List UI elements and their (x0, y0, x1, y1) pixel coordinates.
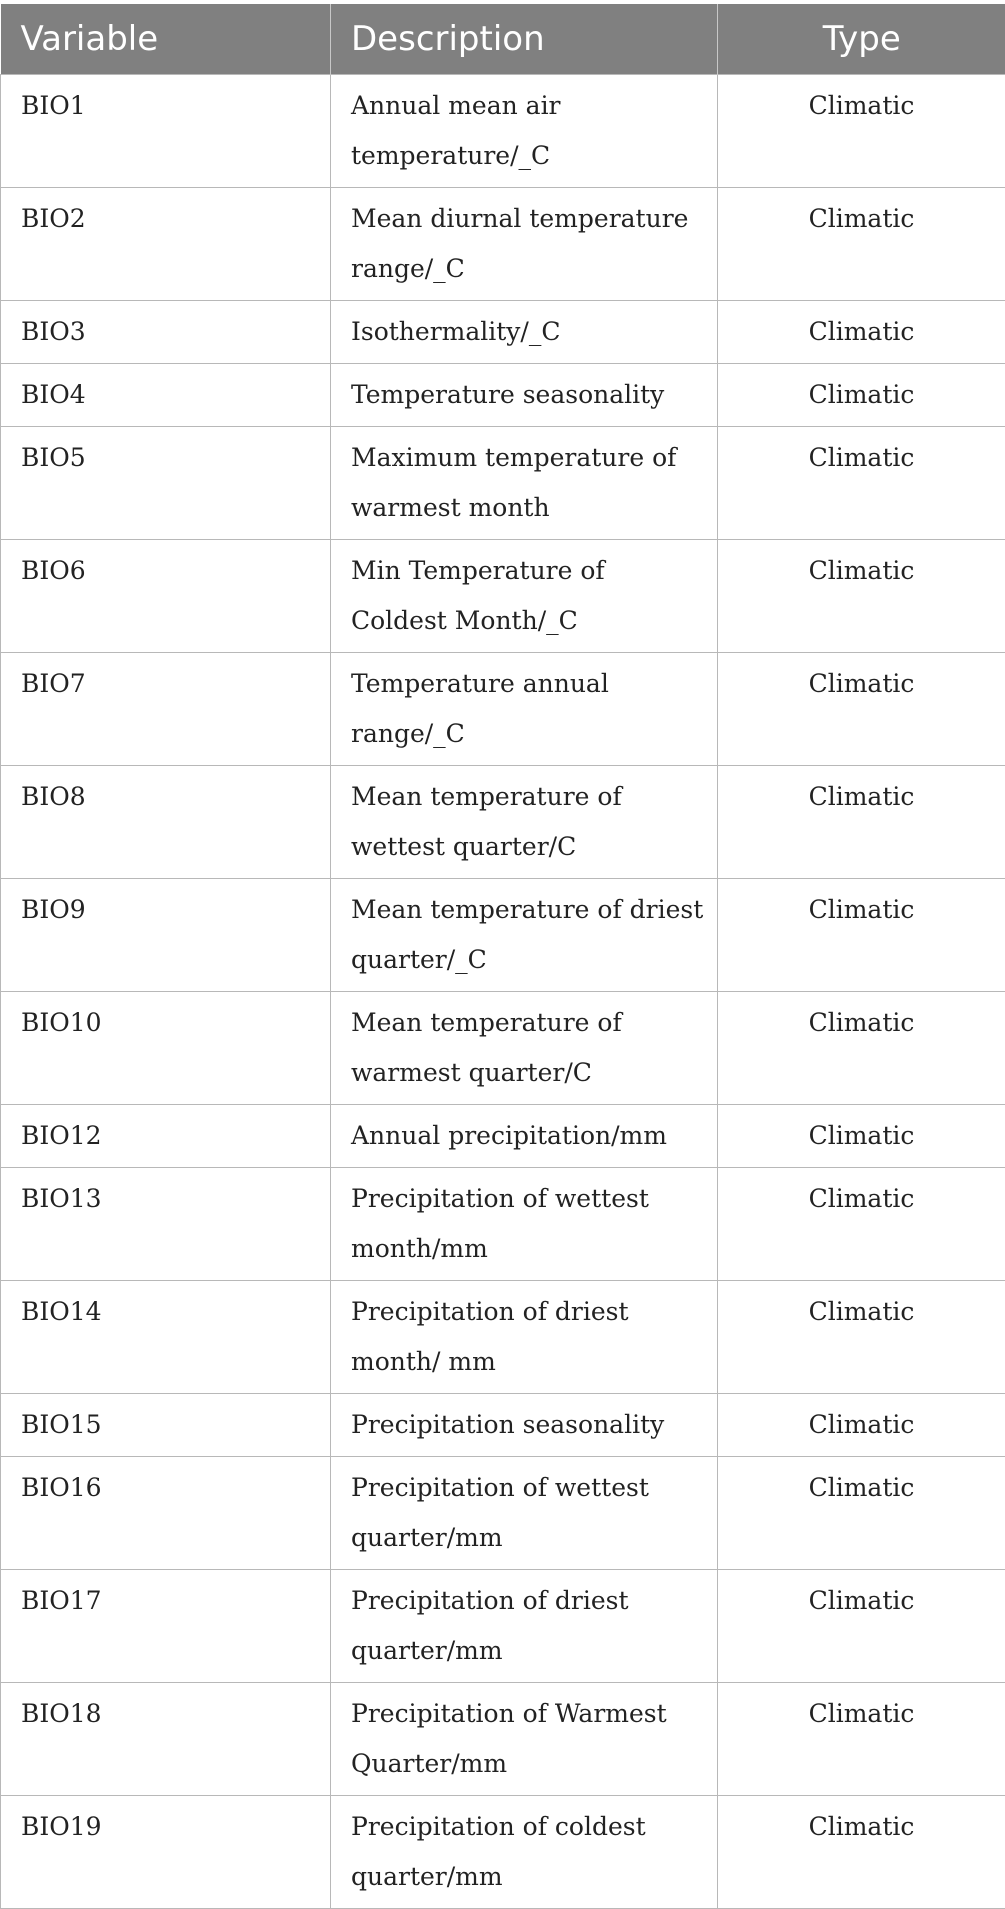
variable-cell: BIO8 (1, 766, 331, 879)
type-cell: Climatic (718, 1683, 1005, 1796)
table-header (1, 4, 1005, 75)
table-row (1, 992, 1005, 1105)
description-cell: Precipitation of Warmest Quarter/mm (331, 1683, 718, 1796)
type-cell: Climatic (718, 301, 1005, 364)
description-cell: Precipitation of driest quarter/mm (331, 1570, 718, 1683)
variable-cell: BIO15 (1, 1394, 331, 1457)
type-cell: Climatic (718, 1105, 1005, 1168)
description-cell: Isothermality/_C (331, 301, 718, 364)
table-row (1, 1683, 1005, 1796)
variable-cell: BIO9 (1, 879, 331, 992)
type-cell: Climatic (718, 766, 1005, 879)
description-cell: Temperature seasonality (331, 364, 718, 427)
header-type: Type (718, 4, 1005, 75)
type-cell: Climatic (718, 1570, 1005, 1683)
table-row (1, 653, 1005, 766)
variable-cell: BIO2 (1, 188, 331, 301)
description-cell: Min Temperature of Coldest Month/_C (331, 540, 718, 653)
description-cell: Annual mean air temperature/_C (331, 75, 718, 188)
table-row (1, 1168, 1005, 1281)
table-row (1, 1394, 1005, 1457)
table-body (1, 75, 1005, 1909)
table-row (1, 1105, 1005, 1168)
table-row (1, 427, 1005, 540)
type-cell: Climatic (718, 653, 1005, 766)
description-cell: Mean temperature of warmest quarter/C (331, 992, 718, 1105)
type-cell: Climatic (718, 1394, 1005, 1457)
variable-cell: BIO3 (1, 301, 331, 364)
description-cell: Maximum temperature of warmest month (331, 427, 718, 540)
type-cell: Climatic (718, 1796, 1005, 1909)
description-cell: Precipitation of wettest month/mm (331, 1168, 718, 1281)
table-row (1, 1281, 1005, 1394)
table-row (1, 75, 1005, 188)
type-cell: Climatic (718, 75, 1005, 188)
variable-cell: BIO16 (1, 1457, 331, 1570)
description-cell: Mean temperature of wettest quarter/C (331, 766, 718, 879)
table-row (1, 1570, 1005, 1683)
variable-cell: BIO4 (1, 364, 331, 427)
type-cell: Climatic (718, 879, 1005, 992)
description-cell: Mean diurnal temperature range/_C (331, 188, 718, 301)
variable-cell: BIO5 (1, 427, 331, 540)
variable-cell: BIO17 (1, 1570, 331, 1683)
type-cell: Climatic (718, 1168, 1005, 1281)
table-row (1, 766, 1005, 879)
variable-cell: BIO18 (1, 1683, 331, 1796)
header-row (1, 4, 1005, 75)
table-row (1, 1457, 1005, 1570)
description-cell: Mean temperature of driest quarter/_C (331, 879, 718, 992)
table-row (1, 540, 1005, 653)
description-cell: Precipitation seasonality (331, 1394, 718, 1457)
type-cell: Climatic (718, 992, 1005, 1105)
variable-cell: BIO6 (1, 540, 331, 653)
header-variable: Variable (1, 4, 331, 75)
type-cell: Climatic (718, 188, 1005, 301)
variable-cell: BIO19 (1, 1796, 331, 1909)
description-cell: Annual precipitation/mm (331, 1105, 718, 1168)
description-cell: Precipitation of driest month/ mm (331, 1281, 718, 1394)
type-cell: Climatic (718, 1281, 1005, 1394)
variable-cell: BIO1 (1, 75, 331, 188)
table-row (1, 1796, 1005, 1909)
variables-table (0, 4, 1005, 1909)
table-row (1, 364, 1005, 427)
header-description: Description (331, 4, 718, 75)
table-row (1, 301, 1005, 364)
description-cell: Precipitation of coldest quarter/mm (331, 1796, 718, 1909)
variable-cell: BIO13 (1, 1168, 331, 1281)
description-cell: Precipitation of wettest quarter/mm (331, 1457, 718, 1570)
table-row (1, 879, 1005, 992)
variable-cell: BIO14 (1, 1281, 331, 1394)
variable-cell: BIO7 (1, 653, 331, 766)
type-cell: Climatic (718, 540, 1005, 653)
variable-cell: BIO10 (1, 992, 331, 1105)
type-cell: Climatic (718, 1457, 1005, 1570)
description-cell: Temperature annual range/_C (331, 653, 718, 766)
type-cell: Climatic (718, 427, 1005, 540)
variable-cell: BIO12 (1, 1105, 331, 1168)
type-cell: Climatic (718, 364, 1005, 427)
table-row (1, 188, 1005, 301)
